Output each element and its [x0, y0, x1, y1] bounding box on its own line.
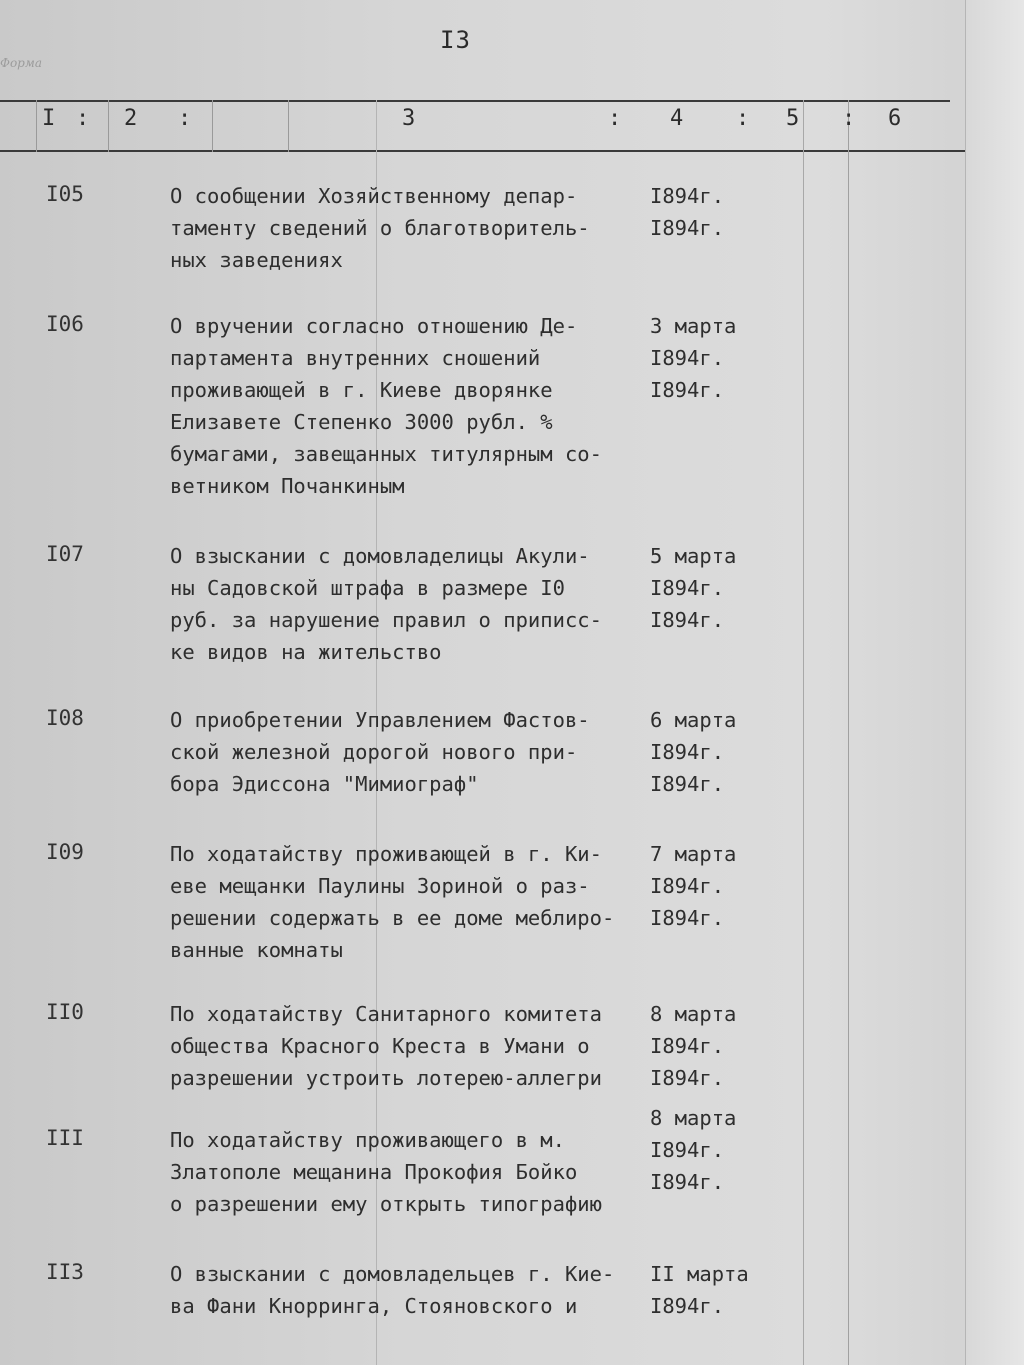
entry-number: III: [46, 1126, 84, 1150]
header-col-2: 2: [124, 106, 138, 131]
entry-date: 6 марта: [650, 708, 737, 732]
entry-description-line: бора Эдиссона "Мимиограф": [170, 772, 479, 796]
page-number: I3: [440, 26, 471, 54]
entry-date: 7 марта: [650, 842, 737, 866]
entry-date: I894г.: [650, 874, 725, 898]
entry-number: I06: [46, 312, 84, 336]
entry-dates: [650, 310, 736, 406]
form-watermark: Форма: [0, 56, 42, 70]
header-top-rule: [0, 100, 950, 102]
next-page-edge: [965, 0, 1024, 1365]
entry-description-line: ке видов на жительство: [170, 640, 442, 664]
entry-description-line: Златополе мещанина Прокофия Бойко: [170, 1160, 578, 1184]
entry-description-line: таменту сведений о благотворитель-: [170, 216, 590, 240]
entry-description-line: ва Фани Кнорринга, Стояновского и: [170, 1294, 578, 1318]
header-sep-1: :: [76, 106, 90, 131]
entry-description: [170, 1124, 650, 1220]
entry-date: II марта: [650, 1262, 749, 1286]
entry-date: I894г.: [650, 772, 725, 796]
entry-date: I894г.: [650, 378, 725, 402]
column-rule-3: [212, 100, 213, 152]
entry-description-line: бумагами, завещанных титулярным со-: [170, 442, 602, 466]
entry-dates: [650, 1102, 736, 1198]
entry-date: 8 марта: [650, 1106, 737, 1130]
header-col-3: 3: [402, 106, 416, 131]
entry-number: II0: [46, 1000, 84, 1024]
entry-description-line: ны Садовской штрафа в размере I0: [170, 576, 565, 600]
header-bottom-rule: [0, 150, 965, 152]
entry-description-line: ской железной дорогой нового при-: [170, 740, 578, 764]
column-rule-7: [848, 100, 849, 1365]
entry-date: I894г.: [650, 184, 725, 208]
entry-description: [170, 838, 650, 966]
entry-date: 5 марта: [650, 544, 737, 568]
entry-date: I894г.: [650, 1294, 725, 1318]
header-col-1: I: [42, 106, 56, 131]
entry-description-line: По ходатайству проживающего в м.: [170, 1128, 565, 1152]
header-sep-3: :: [608, 106, 622, 131]
entry-description-line: О вручении согласно отношению Де-: [170, 314, 578, 338]
entry-date: I894г.: [650, 608, 725, 632]
header-col-4: 4: [670, 106, 684, 131]
entry-description-line: о разрешении ему открыть типографию: [170, 1192, 602, 1216]
column-rule-1: [36, 100, 37, 152]
entry-date: I894г.: [650, 1170, 725, 1194]
entry-date: I894г.: [650, 1034, 725, 1058]
entry-description-line: еве мещанки Паулины Зориной о раз-: [170, 874, 590, 898]
entry-description-line: проживающей в г. Киеве дворянке: [170, 378, 553, 402]
entry-description-line: О сообщении Хозяйственному депар-: [170, 184, 578, 208]
entry-description-line: ных заведениях: [170, 248, 343, 272]
entry-date: I894г.: [650, 1138, 725, 1162]
entry-dates: [650, 998, 736, 1094]
entry-dates: [650, 180, 724, 244]
entry-date: I894г.: [650, 216, 725, 240]
entry-description-line: решении содержать в ее доме меблиро-: [170, 906, 615, 930]
entry-description: [170, 310, 650, 502]
entry-description: [170, 998, 650, 1094]
header-sep-4: :: [736, 106, 750, 131]
entry-description-line: О приобретении Управлением Фастов-: [170, 708, 590, 732]
entry-dates: [650, 838, 736, 934]
entry-description-line: О взыскании с домовладельцев г. Кие-: [170, 1262, 615, 1286]
entry-number: I07: [46, 542, 84, 566]
header-sep-2: :: [178, 106, 192, 131]
entry-dates: [650, 1258, 749, 1322]
entry-date: I894г.: [650, 906, 725, 930]
column-rule-2: [108, 100, 109, 152]
entry-date: I894г.: [650, 1066, 725, 1090]
entry-description-line: По ходатайству Санитарного комитета: [170, 1002, 602, 1026]
entry-description-line: О взыскании с домовладелицы Акули-: [170, 544, 590, 568]
entry-description: [170, 1258, 650, 1322]
header-sep-5: :: [842, 106, 856, 131]
entry-description-line: общества Красного Креста в Умани о: [170, 1034, 590, 1058]
entry-date: I894г.: [650, 346, 725, 370]
entry-number: I09: [46, 840, 84, 864]
entry-number: I05: [46, 182, 84, 206]
entry-description-line: ветником Почанкиным: [170, 474, 405, 498]
column-rule-6: [803, 100, 804, 1365]
entry-description-line: партамента внутренних сношений: [170, 346, 541, 370]
entry-description-line: По ходатайству проживающей в г. Ки-: [170, 842, 602, 866]
entry-description-line: ванные комнаты: [170, 938, 343, 962]
entry-date: I894г.: [650, 740, 725, 764]
header-col-5: 5: [786, 106, 800, 131]
entry-description: [170, 180, 650, 276]
entry-number: I08: [46, 706, 84, 730]
entry-description: [170, 704, 650, 800]
entry-number: II3: [46, 1260, 84, 1284]
entry-dates: [650, 704, 736, 800]
column-rule-4: [288, 100, 289, 152]
entry-description-line: руб. за нарушение правил о приписс-: [170, 608, 602, 632]
entry-description-line: разрешении устроить лотерею-аллегри: [170, 1066, 602, 1090]
entry-dates: [650, 540, 736, 636]
entry-date: I894г.: [650, 576, 725, 600]
entry-description: [170, 540, 650, 668]
entry-date: 3 марта: [650, 314, 737, 338]
entry-description-line: Елизавете Степенко 3000 рубл. %: [170, 410, 553, 434]
header-col-6: 6: [888, 106, 902, 131]
entry-date: 8 марта: [650, 1002, 737, 1026]
